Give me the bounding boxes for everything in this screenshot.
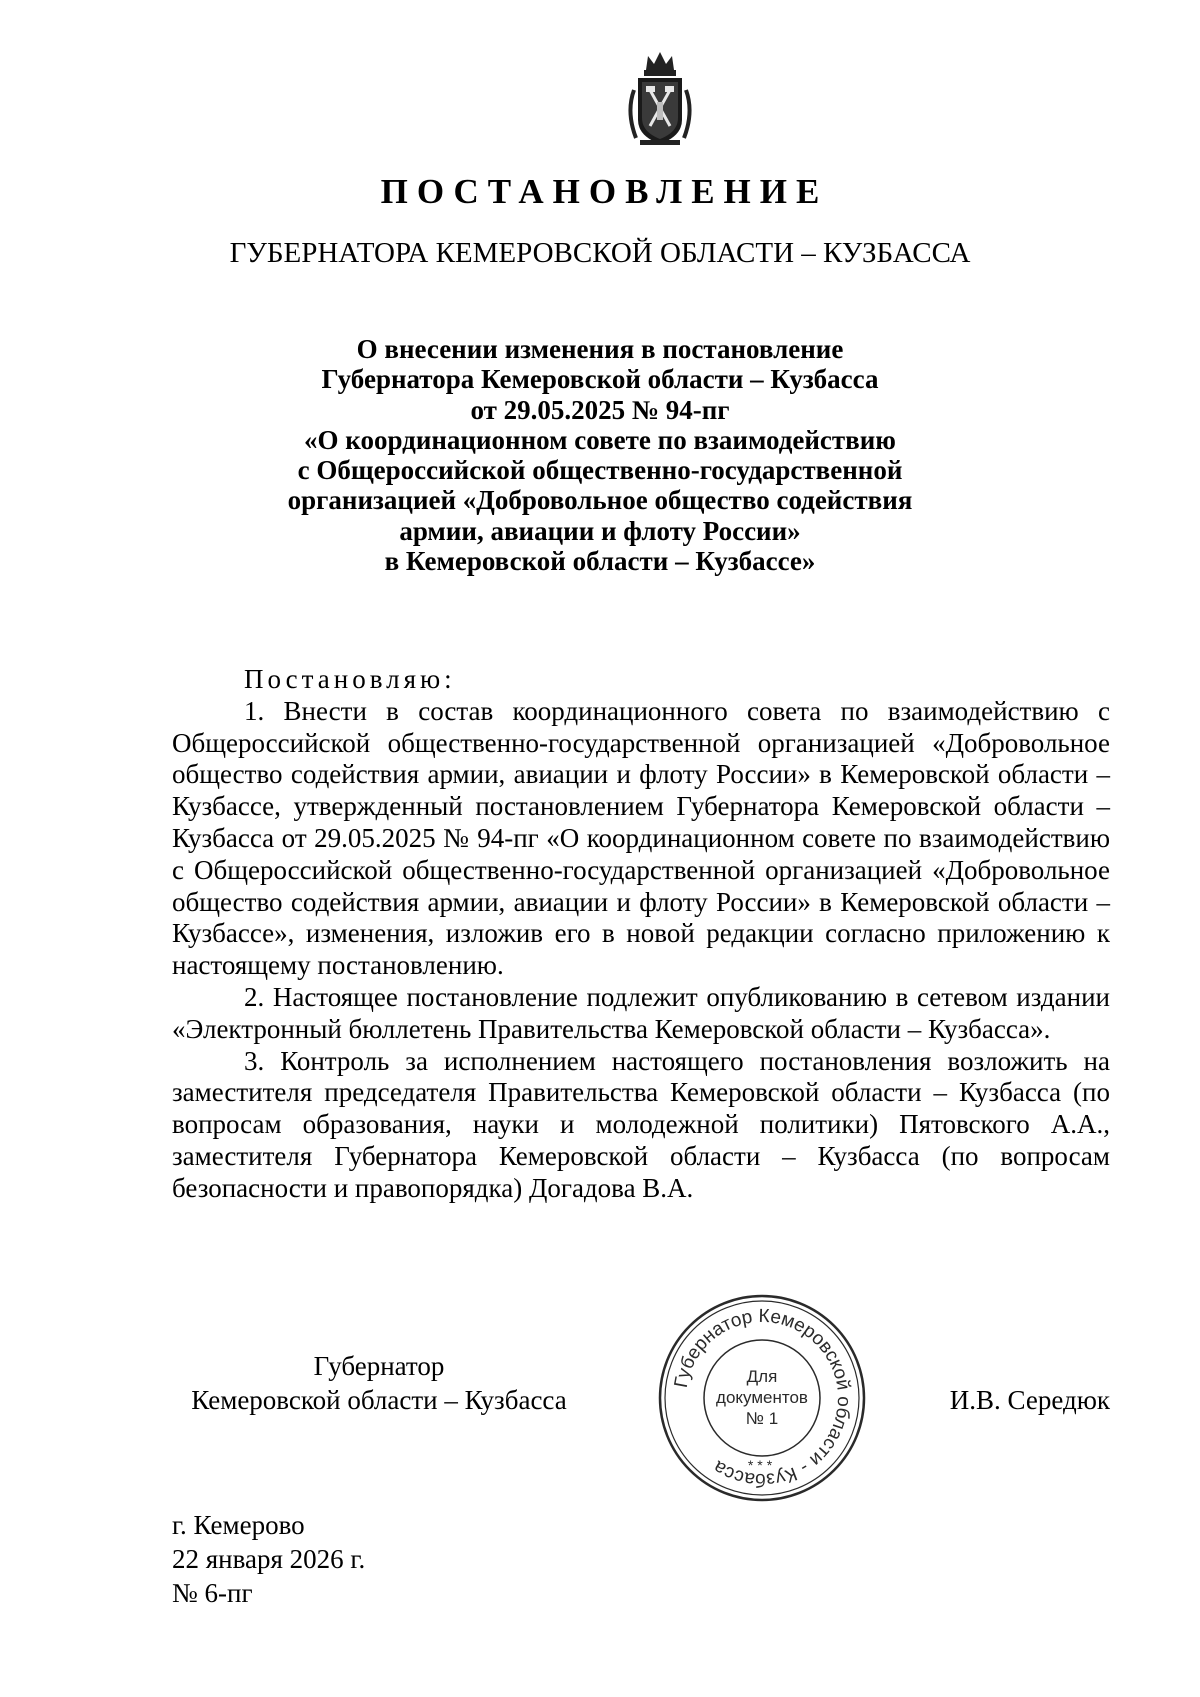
- city: г. Кемерово: [172, 1510, 305, 1540]
- document-subject: [250, 334, 950, 576]
- stamp-center-line: Для: [746, 1367, 778, 1386]
- stamp-center-line: документов: [716, 1388, 808, 1407]
- decree-word: Постановляю:: [244, 664, 456, 694]
- subject-line: О внесении изменения в постановление: [356, 334, 844, 364]
- date: 22 января 2026 г.: [172, 1544, 366, 1574]
- official-stamp: [656, 1292, 868, 1504]
- paragraph-3: 3. Контроль за исполнением настоящего постановления возложить на заместителя председателя Правительства Кемеровской области – Кузбасса (по вопросам образования, науки и молодежной политики) Пятовского А.А., заместителя Губернатора Кемеровской области – Кузбасса (по вопросам безопасности и правопорядка) Догадова В.А.: [172, 1045, 1110, 1203]
- document-body: [172, 664, 1110, 1205]
- signatory-name: И.В. Середюк: [949, 1385, 1110, 1415]
- issuer-line: ГУБЕРНАТОРА КЕМЕРОВСКОЙ ОБЛАСТИ – КУЗБАССА: [229, 237, 971, 269]
- subject-line: в Кемеровской области – Кузбассе»: [384, 546, 816, 577]
- stamp-ring-text: Губернатор Кемеровской области - Кузбасса: [670, 1305, 855, 1491]
- signatory-position: [172, 1349, 586, 1417]
- paragraph-1: 1. Внести в состав координационного совета по взаимодействию с Общероссийской общественно-государственной организацией «Добровольное общество содействия армии, авиации и флоту России» в Кемеровской области – Кузбассе, утвержденный постановлением Губернатора Кемеровской области – Кузбасса от 29.05.2025 № 94-пг «О координационном совете по взаимодействию с Общероссийской общественно-государственной организацией «Добровольное общество содействия армии, авиации и флоту России» в Кемеровской области – Кузбассе», изменения, изложив его в новой редакции согласно приложению к настоящему постановлению.: [172, 695, 1110, 981]
- subject-line: от 29.05.2025 № 94-пг: [470, 394, 730, 425]
- subject-line: с Общероссийской общественно-государственной: [297, 455, 903, 486]
- document-number: № 6-пг: [172, 1578, 253, 1608]
- position-line: Кемеровской области – Кузбасса: [191, 1385, 567, 1415]
- coat-of-arms-emblem: [624, 50, 696, 148]
- stamp-center-line: № 1: [745, 1409, 779, 1428]
- subject-line: Губернатора Кемеровской области – Кузбасса: [321, 364, 879, 395]
- subject-line: «О координационном совете по взаимодействию: [304, 424, 896, 455]
- subject-line: армии, авиации и флоту России»: [399, 515, 801, 546]
- stamp-bottom-mark: ***: [747, 1457, 777, 1473]
- position-line: Губернатор: [313, 1351, 445, 1381]
- document-title: ПОСТАНОВЛЕНИЕ: [380, 172, 829, 211]
- subject-line: организацией «Добровольное общество содействия: [287, 485, 913, 516]
- paragraph-2: 2. Настоящее постановление подлежит опубликованию в сетевом издании «Электронный бюллетень Правительства Кемеровской области – Кузбасса».: [172, 981, 1110, 1044]
- place-and-date: [172, 1508, 365, 1610]
